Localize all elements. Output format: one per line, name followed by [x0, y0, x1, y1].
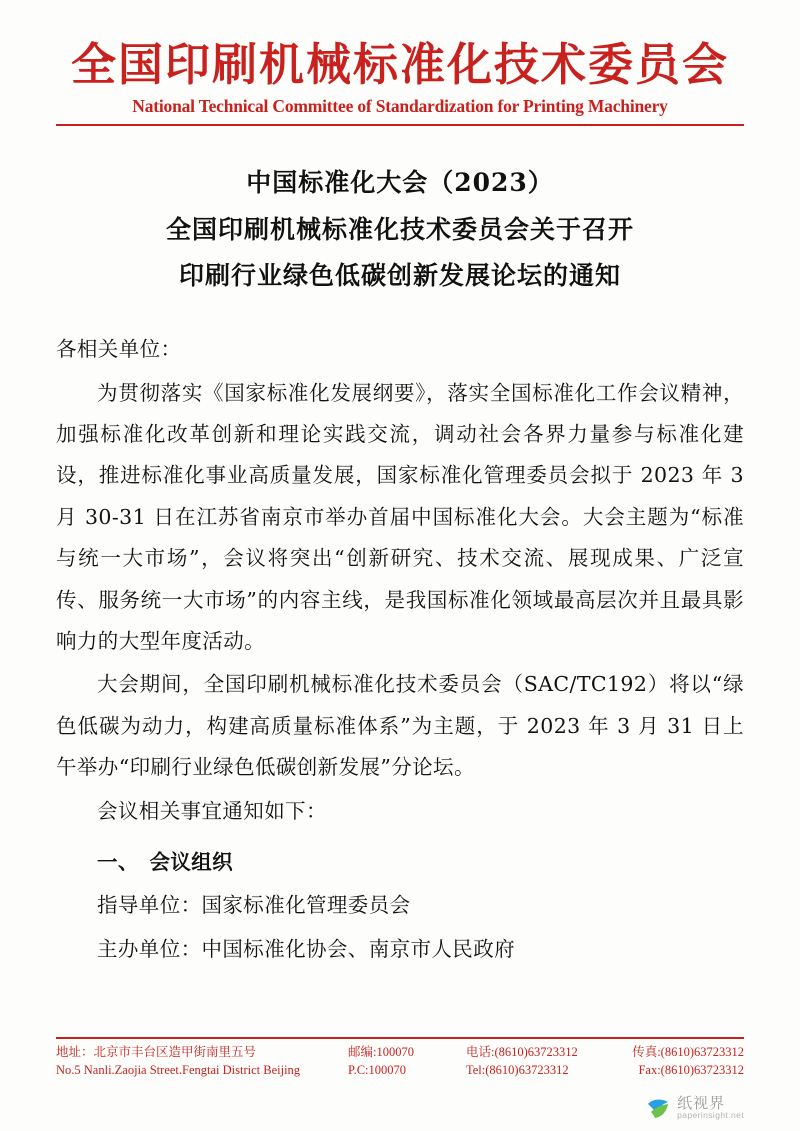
paragraph-3: 会议相关事宜通知如下： [97, 798, 327, 823]
footer-tel-cn: 电话:(8610)63723312 [466, 1044, 578, 1059]
letterhead-title-cn: 全国印刷机械标准化技术委员会 [70, 38, 729, 91]
footer-address-en: No.5 Nanli.Zaojia Street.Fengtai District Beijing [56, 1062, 301, 1077]
footer-divider [56, 1037, 744, 1039]
title-line-3: 印刷行业绿色低碳创新发展论坛的通知 [178, 260, 621, 290]
title-line-2: 全国印刷机械标准化技术委员会关于召开 [165, 214, 634, 244]
footer-zip [348, 1043, 466, 1079]
paragraph-2: 大会期间，全国印刷机械标准化技术委员会（SAC/TC192）将以“绿色低碳为动力，构建高质量标准体系”为主题，于 2023 年 3 月 31 日上午举办“印刷行业绿色低碳创新发展”分论坛。 [56, 672, 744, 780]
title-line-1: 中国标准化大会（2023） [246, 168, 554, 198]
watermark-name-cn: 纸视界 [677, 1093, 726, 1112]
footer-zip-cn: 邮编:100070 [348, 1044, 414, 1059]
section-heading-1: 一、 会议组织 [97, 850, 234, 875]
footer-fax [626, 1043, 744, 1079]
watermark-name-en: paperinsight.net [677, 1110, 744, 1121]
footer-fax-cn: 传真:(8610)63723312 [632, 1044, 744, 1059]
footer-zip-en: P.C:100070 [348, 1062, 407, 1077]
document-body [56, 329, 744, 970]
footer-tel-en: Tel:(8610)63723312 [466, 1062, 569, 1077]
section-1-line-2: 主办单位：中国标准化协会、南京市人民政府 [97, 936, 515, 961]
watermark [645, 1095, 744, 1121]
letterhead-title-en: National Technical Committee of Standardization for Printing Machinery [132, 96, 668, 117]
footer-contact [56, 1043, 744, 1079]
footer [56, 1037, 744, 1079]
salutation: 各相关单位： [56, 337, 182, 362]
letterhead-divider [56, 124, 744, 126]
paperinsight-logo-icon [645, 1095, 671, 1121]
footer-fax-en: Fax:(8610)63723312 [638, 1062, 744, 1077]
footer-tel [466, 1043, 626, 1079]
footer-address-cn: 地址：北京市丰台区造甲街南里五号 [56, 1044, 257, 1059]
section-1-line-1: 指导单位：国家标准化管理委员会 [97, 893, 411, 918]
watermark-text [677, 1093, 744, 1121]
paragraph-1: 为贯彻落实《国家标准化发展纲要》，落实全国标准化工作会议精神，加强标准化改革创新和理论实践交流，调动社会各界力量参与标准化建设，推进标准化事业高质量发展，国家标准化管理委员会拟于 2023 年 3 月 30-31 日在江苏省南京市举办首届中国标准化大会。大会主题为“标准与统一大市场”，会议将突出“创新研究、技术交流、展现成果、广泛宣传、服务统一大市场”的内容主线，是我国标准化领域最高层次并且最具影响力的大型年度活动。 [56, 380, 744, 653]
footer-address [56, 1043, 348, 1079]
letterhead [56, 0, 744, 126]
page-title [56, 160, 744, 299]
